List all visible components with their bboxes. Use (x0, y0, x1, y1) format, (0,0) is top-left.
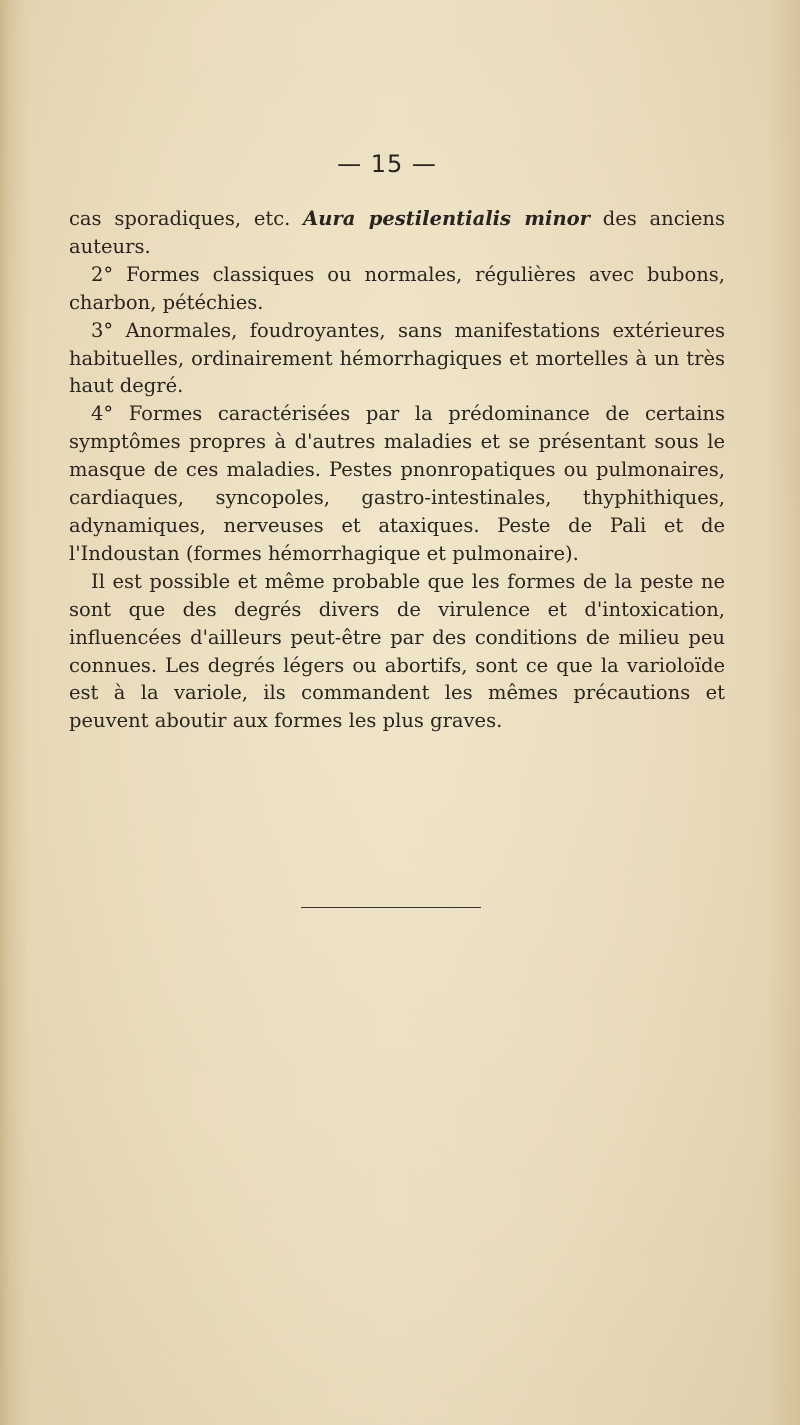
page-number: — 15 — (337, 150, 437, 178)
paragraph-forms-abnormal: 3° Anormales, foudroyantes, sans manifestations extérieures habituelles, ordinairement hémorrhagiques et mortelles à un très haut degré. (69, 318, 725, 398)
paragraph-continuation (69, 205, 725, 261)
latin-phrase: Aura pestilentialis minor (303, 207, 590, 230)
paragraph-forms-classic: 2° Formes classiques ou normales, régulières avec bubons, charbon, pétéchies. (69, 262, 725, 314)
paragraph-forms-characterized: 4° Formes caractérisées par la prédominance de certains symptômes propres à d'autres maladies et se présentant sous le masque de ces maladies. Pestes pnonropatiques ou pulmonaires, cardiaques, syncopoles, gastro-intestinales, thyphithiques, adynamiques, nerveuses et ataxiques. Peste de Pali et de l'Indoustan (formes hémorrhagique et pulmonaire). (69, 402, 725, 565)
paragraph-text-post: des anciens auteurs. (69, 207, 726, 258)
paragraph-text-pre: cas sporadiques, etc. (69, 207, 304, 230)
section-divider (301, 907, 481, 908)
body-text (69, 205, 725, 735)
paragraph-conclusion: Il est possible et même probable que les formes de la peste ne sont que des degrés divers de virulence et d'intoxication, influencées d'ailleurs peut-être par des conditions de milieu peu connues. Les degrés légers ou abortifs, sont ce que la varioloïde est à la variole, ils commandent les mêmes précautions et peuvent aboutir aux formes les plus graves. (69, 569, 725, 733)
